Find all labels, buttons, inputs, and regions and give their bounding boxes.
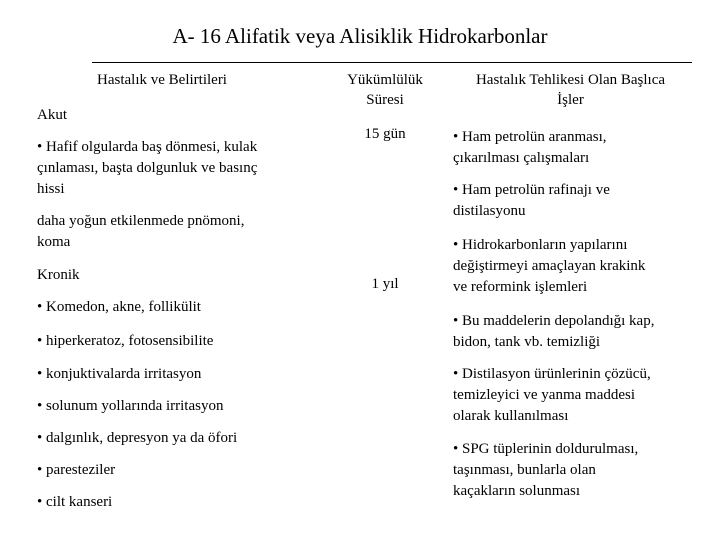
job-item-exploration (453, 127, 698, 169)
job-item-cleaning-line2: bidon, tank vb. temizliği (453, 334, 601, 350)
header-risky-jobs (448, 70, 693, 110)
chronic-symptom: • paresteziler (37, 462, 116, 478)
job-item-exploration-line2: çıkarılması çalışmaları (453, 150, 590, 166)
chronic-period: 1 yıl (371, 276, 399, 292)
page-title: A- 16 Alifatik veya Alisiklik Hidrokarbonlar (172, 24, 548, 48)
title-underline (92, 62, 692, 63)
job-item-refining (453, 180, 698, 222)
job-item-solvent-use-line2: temizleyici ve yanma maddesi (453, 387, 636, 403)
chronic-symptom: • hiperkeratoz, fotosensibilite (37, 333, 214, 349)
header-liability-period (330, 70, 440, 110)
chronic-label: Kronik (37, 267, 80, 283)
acute-symptom-mild-line3: hissi (37, 181, 65, 197)
job-item-lpg (453, 439, 698, 502)
header-disease-symptoms: Hastalık ve Belirtileri (97, 72, 227, 88)
job-item-solvent-use-line1: • Distilasyon ürünlerinin çözücü, (453, 366, 651, 382)
job-item-refining-line1: • Ham petrolün rafinajı ve (453, 182, 610, 198)
header-risky-jobs-line1: Hastalık Tehlikesi Olan Başlıca (475, 72, 666, 88)
job-item-cracking (453, 235, 698, 298)
acute-symptom-severe (37, 211, 322, 253)
chronic-symptom: • Komedon, akne, follikülit (37, 299, 201, 315)
acute-symptom-severe-line2: koma (37, 234, 71, 250)
header-risky-jobs-line2: İşler (557, 92, 584, 108)
job-item-exploration-line1: • Ham petrolün aranması, (453, 129, 607, 145)
job-item-cracking-line2: değiştirmeyi amaçlayan krakink (453, 258, 646, 274)
job-item-refining-line2: distilasyonu (453, 203, 526, 219)
job-item-cracking-line3: ve reformink işlemleri (453, 279, 588, 295)
job-item-solvent-use (453, 364, 698, 427)
job-item-cleaning-line1: • Bu maddelerin depolandığı kap, (453, 313, 655, 329)
header-liability-period-line2: Süresi (366, 92, 404, 108)
chronic-symptom: • konjuktivalarda irritasyon (37, 366, 202, 382)
chronic-symptom: • solunum yollarında irritasyon (37, 398, 224, 414)
chronic-symptom: • cilt kanseri (37, 494, 113, 510)
job-item-lpg-line1: • SPG tüplerinin doldurulması, (453, 441, 639, 457)
acute-symptom-mild (37, 137, 322, 200)
acute-symptom-mild-line2: çınlaması, başta dolgunluk ve basınç (37, 160, 258, 176)
job-item-lpg-line2: taşınması, bunlarla olan (453, 462, 596, 478)
acute-symptom-severe-line1: daha yoğun etkilenmede pnömoni, (37, 213, 245, 229)
job-item-solvent-use-line3: olarak kullanılması (453, 408, 569, 424)
chronic-symptom: • dalgınlık, depresyon ya da öfori (37, 430, 238, 446)
job-item-cleaning (453, 311, 698, 353)
acute-symptom-mild-line1: • Hafif olgularda baş dönmesi, kulak (37, 139, 258, 155)
job-item-lpg-line3: kaçakların solunması (453, 483, 581, 499)
acute-period: 15 gün (364, 126, 406, 142)
job-item-cracking-line1: • Hidrokarbonların yapılarını (453, 237, 628, 253)
header-liability-period-line1: Yükümlülük (347, 72, 423, 88)
acute-label: Akut (37, 107, 67, 123)
